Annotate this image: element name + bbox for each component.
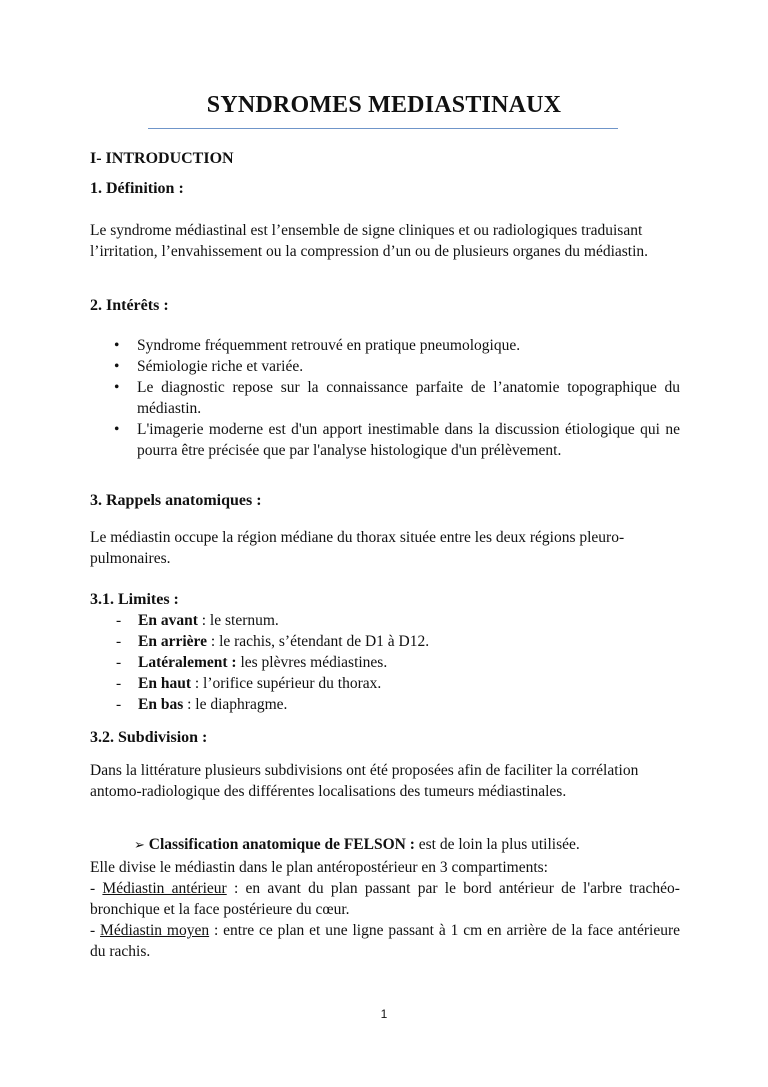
heading-definition: 1. Définition : — [90, 180, 184, 197]
dash-marker: - — [116, 696, 122, 713]
page-number: 1 — [380, 1007, 388, 1021]
dash-marker: - — [116, 633, 122, 650]
page-title: SYNDROMES MEDIASTINAUX — [206, 92, 562, 118]
list-item: • Syndrome fréquemment retrouvé en pratique pneumologique. — [114, 337, 521, 354]
dash-marker: - — [116, 654, 122, 671]
list-item: - En haut : l’orifice supérieur du thorax. — [116, 675, 382, 692]
bullet-icon: • — [114, 379, 120, 396]
subdivision-paragraph: Dans la littérature plusieurs subdivisions ont été proposées afin de faciliter la corrélation antomo-radiologique des différentes localisations des tumeurs médiastinales. — [90, 762, 639, 800]
heading-interets: 2. Intérêts : — [90, 297, 169, 314]
list-item: • Sémiologie riche et variée. — [114, 358, 304, 375]
mediastin-moyen-paragraph: - Médiastin moyen : entre ce plan et une ligne passant à 1 cm en arrière de la face antérieure du rachis. — [90, 922, 680, 960]
felson-rest: est de loin la plus utilisée. — [414, 836, 580, 853]
bullet-icon: • — [114, 337, 120, 354]
section-heading-introduction: I- INTRODUCTION — [90, 150, 234, 167]
bullet-icon: • — [114, 358, 120, 375]
heading-limites: 3.1. Limites : — [90, 591, 179, 608]
mediastin-anterieur-paragraph: - Médiastin antérieur : en avant du plan passant par le bord antérieur de l'arbre trachéo-bronchique et la face postérieure du cœur. — [90, 880, 680, 918]
arrow-bullet-icon: ➢ — [134, 838, 145, 853]
interets-list — [90, 335, 680, 461]
dash-marker: - — [116, 612, 122, 629]
heading-subdivision: 3.2. Subdivision : — [90, 729, 208, 746]
list-item: • Le diagnostic repose sur la connaissance parfaite de l’anatomie topographique du médiastin. — [114, 379, 680, 417]
list-item: - En bas : le diaphragme. — [116, 696, 288, 713]
felson-label: Classification anatomique de FELSON : — [148, 836, 415, 853]
dash-marker: - — [116, 675, 122, 692]
definition-paragraph: Le syndrome médiastinal est l’ensemble de signe cliniques et ou radiologiques traduisant l’irritation, l’envahissement ou la compression d’un ou de plusieurs organes du médiastin. — [90, 222, 649, 260]
list-item: • L'imagerie moderne est d'un apport inestimable dans la discussion étiologique qui ne pourra être précisée que par l'analyse histologique d'un prélèvement. — [114, 421, 680, 459]
felson-line — [90, 834, 680, 856]
bullet-icon: • — [114, 421, 120, 438]
divise-line: Elle divise le médiastin dans le plan antéropostérieur en 3 compartiments: — [90, 859, 548, 876]
list-item: - En avant : le sternum. — [116, 612, 279, 629]
limites-list — [90, 610, 680, 715]
list-item: - En arrière : le rachis, s’étendant de D1 à D12. — [116, 633, 430, 650]
list-item: - Latéralement : les plèvres médiastines. — [116, 654, 388, 671]
heading-rappels-anatomiques: 3. Rappels anatomiques : — [90, 492, 262, 509]
rappels-paragraph: Le médiastin occupe la région médiane du thorax située entre les deux régions pleuro-pulmonaires. — [90, 529, 625, 567]
title-underline — [148, 128, 618, 129]
